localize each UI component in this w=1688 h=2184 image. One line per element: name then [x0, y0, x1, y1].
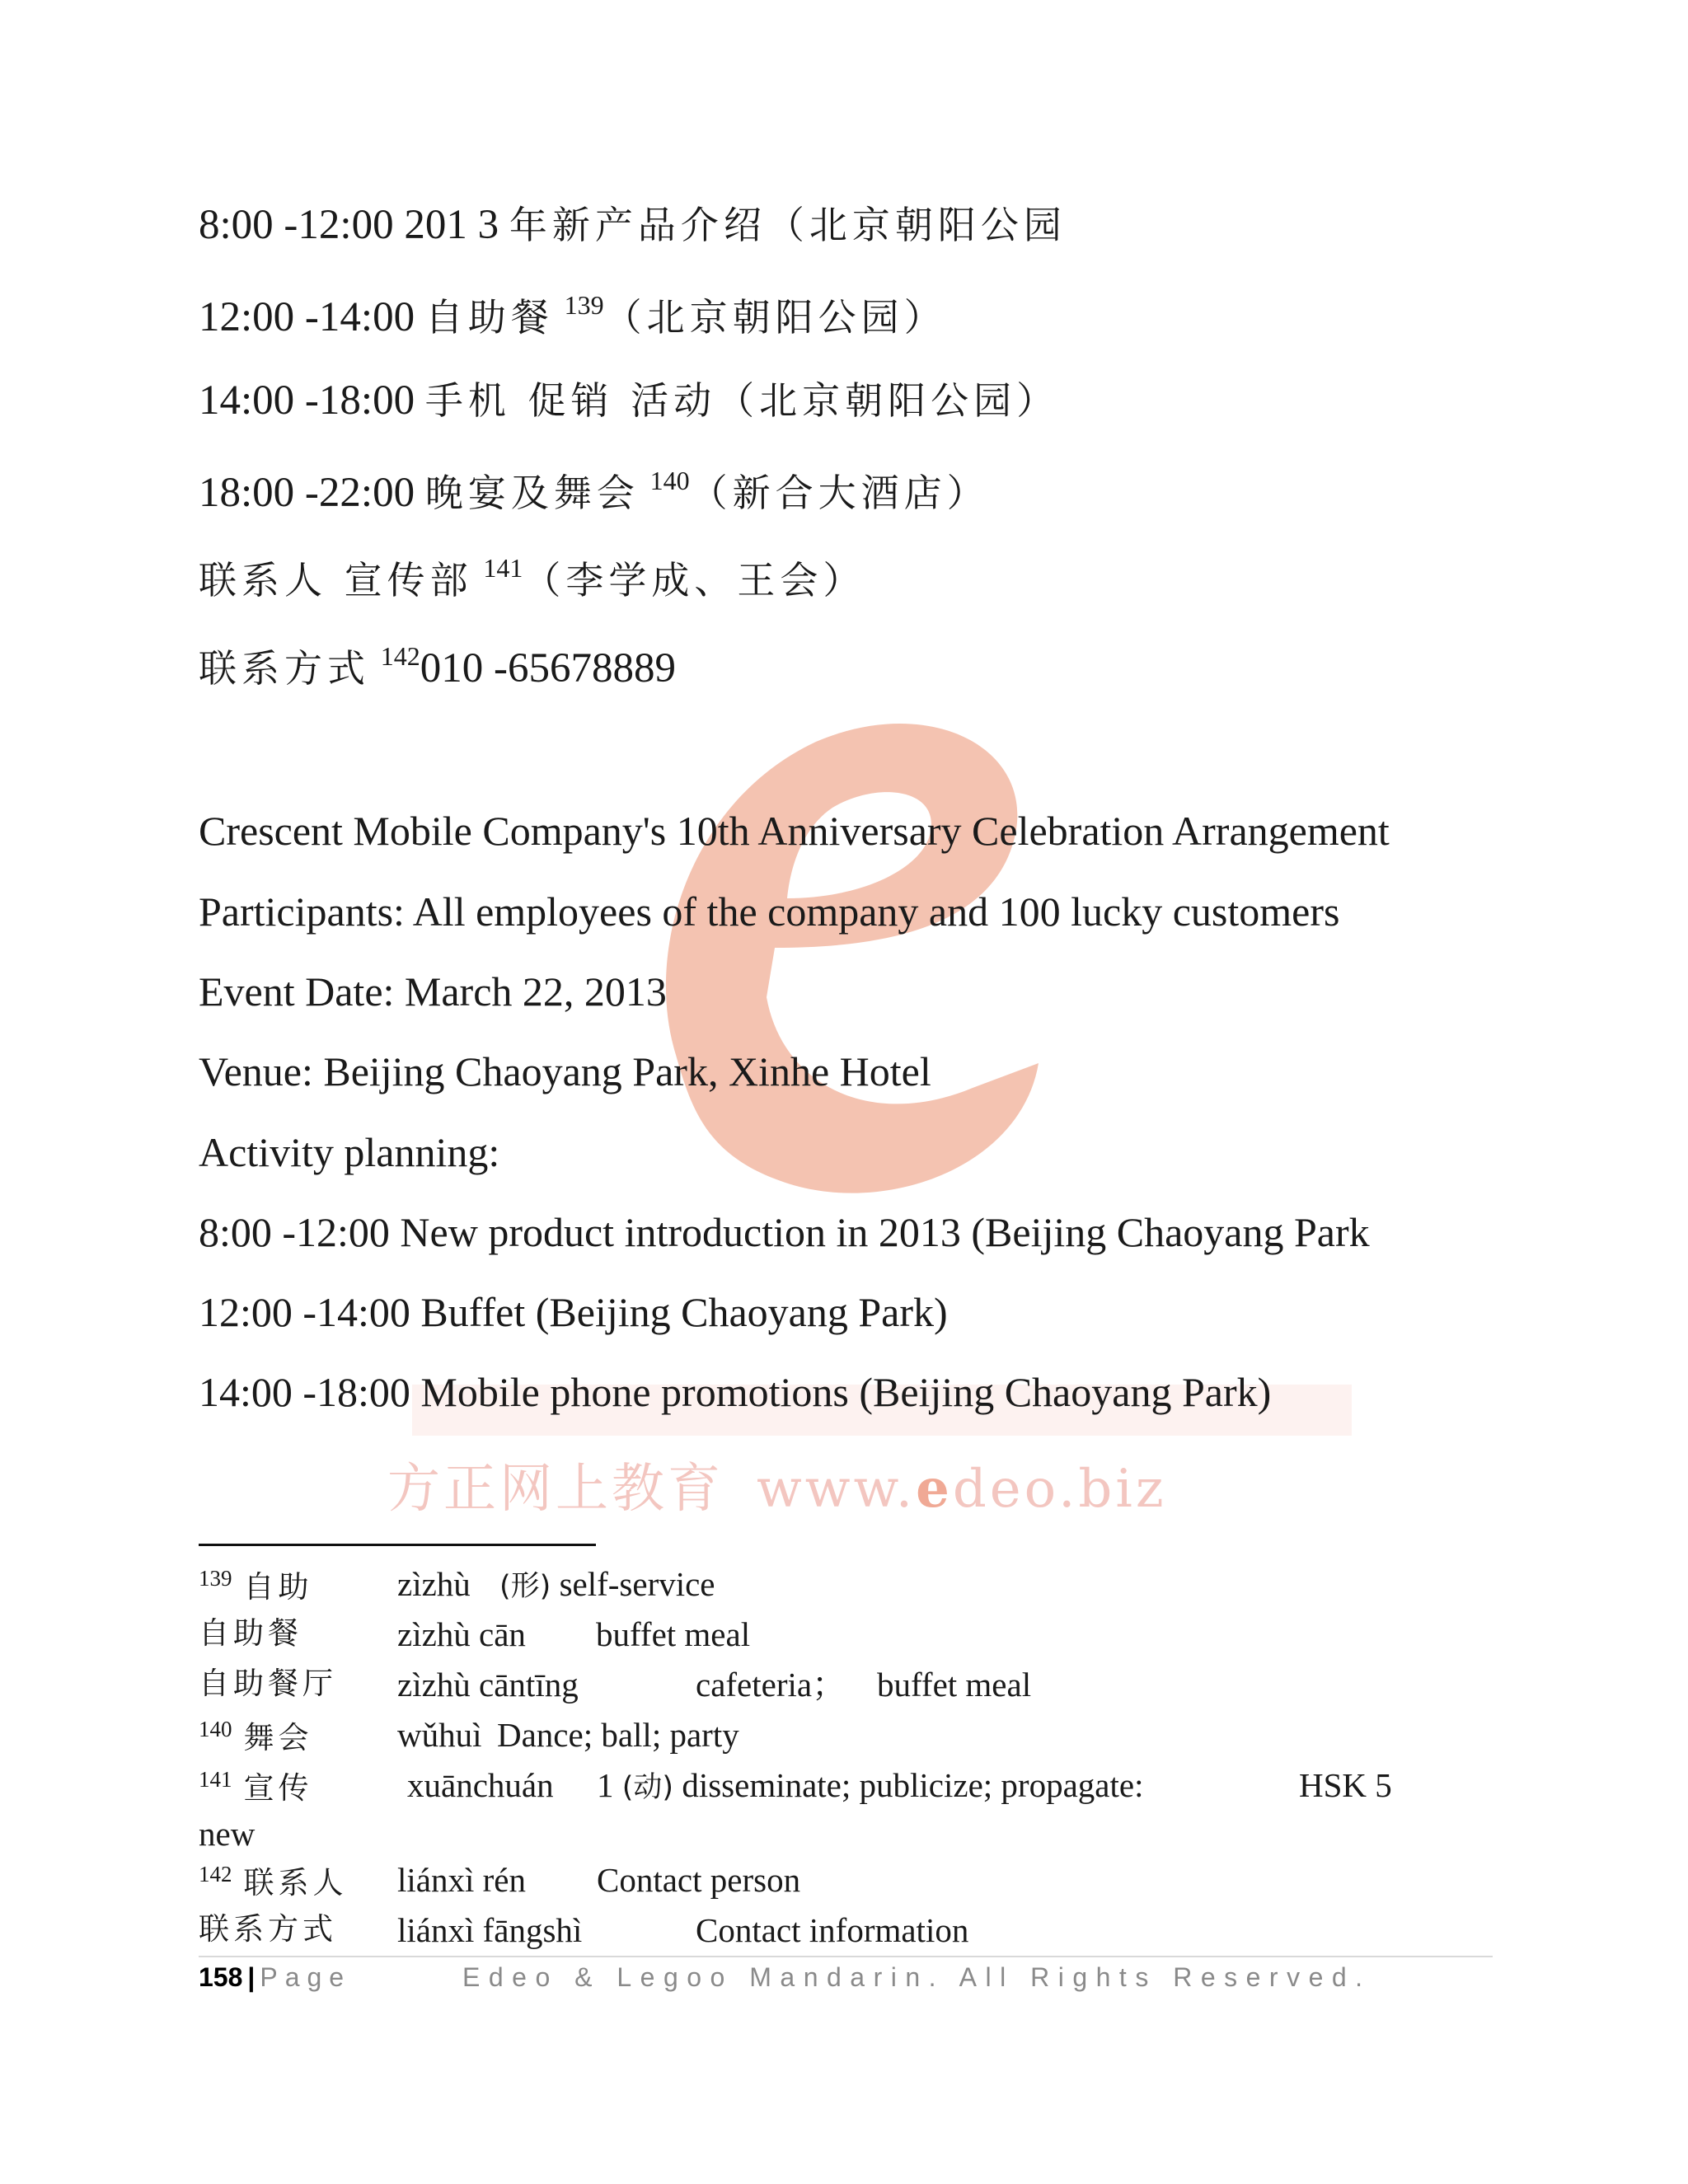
- watermark-url: www.edeo.biz: [757, 1458, 1167, 1520]
- en-venue: Venue: Beijing Chaoyang Park, Xinhe Hotel: [199, 1048, 931, 1094]
- schedule-cn-line-4: 18:00 -22:00 晚宴及舞会 $^{140}$（新合大酒店）: [199, 466, 990, 516]
- page-number: 158: [199, 1962, 243, 1992]
- page-footer: [199, 1962, 1372, 1992]
- en-event-date: Event Date: March 22, 2013: [199, 968, 667, 1015]
- footnote-ref: 142: [380, 641, 420, 671]
- edeo-logo-watermark: [626, 701, 1055, 1195]
- footnote-separator: [199, 1544, 596, 1546]
- footnote-ref: 140: [649, 466, 690, 495]
- en-title: Crescent Mobile Company's 10th Anniversary Celebration Arrangement: [199, 808, 1390, 854]
- contact-method-line: 联系方式 $^{142}$010 -65678889: [199, 641, 676, 691]
- footnote-ref: 139: [564, 290, 604, 320]
- en-schedule-1: 8:00 -12:00 New product introduction in 2013 (Beijing Chaoyang Park: [199, 1209, 1370, 1255]
- contact-person-line: 联系人 宣传部 $^{141}$（李学成、王会）: [199, 553, 866, 602]
- copyright-notice: Edeo & Legoo Mandarin. All Rights Reserved.: [462, 1962, 1372, 1992]
- watermark-brand-text: [387, 1446, 1167, 1522]
- footnote-141-wrap: new: [199, 1815, 256, 1853]
- footer-divider: [199, 1956, 1493, 1957]
- en-schedule-3: 14:00 -18:00 Mobile phone promotions (Beijing Chaoyang Park): [199, 1369, 1272, 1415]
- schedule-cn-line-2: 12:00 -14:00 自助餐 $^{139}$（北京朝阳公园）: [199, 290, 947, 340]
- en-participants: Participants: All employees of the company and 100 lucky customers: [199, 888, 1340, 935]
- en-schedule-2: 12:00 -14:00 Buffet (Beijing Chaoyang Park): [199, 1289, 948, 1335]
- schedule-cn-line-1: 8:00 -12:00 201 3 年新产品介绍（北京朝阳公园: [199, 202, 1067, 248]
- footnote-ref: 141: [483, 553, 523, 583]
- watermark-cn: 方正网上教育: [387, 1459, 724, 1520]
- page-label: Page: [260, 1962, 352, 1992]
- footer-separator: |: [247, 1962, 256, 1992]
- en-activity-planning: Activity planning:: [199, 1129, 500, 1175]
- schedule-cn-line-3: 14:00 -18:00 手机 促销 活动（北京朝阳公园）: [199, 377, 1060, 424]
